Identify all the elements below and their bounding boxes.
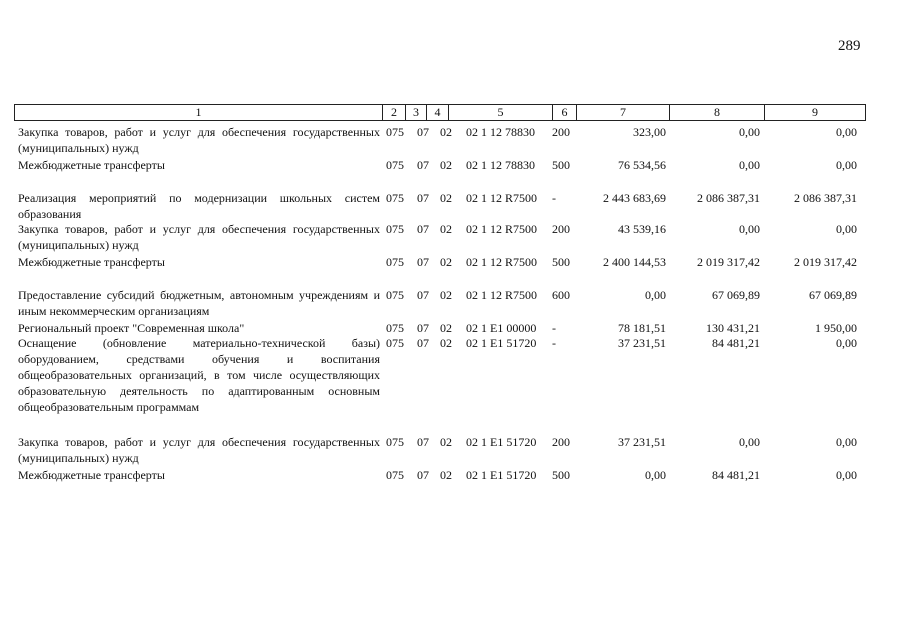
row-amount-col8: 2 019 317,42 [697,255,760,269]
row-code-expense: - [552,321,556,335]
row-description: Межбюджетные трансферты [18,255,165,269]
row-code-subsection: 02 [440,255,452,269]
row-code-subsection: 02 [440,321,452,335]
row-amount-col7: 78 181,51 [618,321,666,335]
row-amount-col8: 67 069,89 [712,288,760,302]
row-code-ministry: 075 [386,468,404,482]
row-code-expense: - [552,191,556,205]
row-description: Межбюджетные трансферты [18,468,165,482]
row-code-subsection: 02 [440,435,452,449]
row-code-target: 02 1 12 78830 [466,158,535,172]
row-amount-col9: 1 950,00 [815,321,857,335]
header-cell-9: 9 [764,105,865,120]
row-code-ministry: 075 [386,288,404,302]
row-code-target: 02 1 12 R7500 [466,255,538,269]
row-code-target: 02 1 12 78830 [466,125,535,139]
row-code-ministry: 075 [386,125,404,139]
header-cell-5: 5 [448,105,552,120]
row-amount-col8: 0,00 [739,125,760,139]
row-amount-col7: 0,00 [645,288,666,302]
row-amount-col9: 2 019 317,42 [794,255,857,269]
page-number: 289 [838,38,861,54]
row-code-subsection: 02 [440,468,452,482]
row-code-target: 02 1 E1 51720 [466,468,537,482]
header-cell-4: 4 [426,105,448,120]
row-amount-col7: 43 539,16 [618,222,666,236]
row-description: Реализация мероприятий по модернизации школьных систем образования [18,191,380,221]
header-cell-8: 8 [669,105,764,120]
row-code-ministry: 075 [386,435,404,449]
row-code-target: 02 1 E1 51720 [466,435,537,449]
row-amount-col9: 0,00 [836,336,857,350]
row-code-expense: 200 [552,435,570,449]
row-code-target: 02 1 12 R7500 [466,191,538,205]
row-code-section: 07 [417,468,429,482]
row-description: Оснащение (обновление материально-технической базы) оборудованием, средствами обучения и воспитания общеобразовательных организаций, в том числе осуществляющих образовательную деятельность по адаптированным основным общеобразовательным программам [18,336,380,414]
row-code-subsection: 02 [440,222,452,236]
header-cell-3: 3 [405,105,426,120]
row-code-ministry: 075 [386,222,404,236]
row-code-subsection: 02 [440,158,452,172]
row-code-ministry: 075 [386,191,404,205]
row-code-section: 07 [417,435,429,449]
row-description: Предоставление субсидий бюджетным, автономным учреждениям и иным некоммерческим организациям [18,288,380,318]
row-amount-col9: 0,00 [836,125,857,139]
row-amount-col9: 0,00 [836,158,857,172]
row-code-expense: - [552,336,556,350]
row-amount-col9: 2 086 387,31 [794,191,857,205]
row-code-target: 02 1 E1 00000 [466,321,537,335]
row-code-ministry: 075 [386,321,404,335]
row-amount-col8: 2 086 387,31 [697,191,760,205]
row-amount-col9: 0,00 [836,435,857,449]
header-cell-7: 7 [576,105,669,120]
table-header-row [14,104,866,121]
row-description: Закупка товаров, работ и услуг для обеспечения государственных (муниципальных) нужд [18,125,380,155]
row-description: Межбюджетные трансферты [18,158,165,172]
header-cell-6: 6 [552,105,576,120]
row-amount-col8: 84 481,21 [712,468,760,482]
row-code-section: 07 [417,158,429,172]
row-amount-col8: 0,00 [739,158,760,172]
row-code-target: 02 1 E1 51720 [466,336,537,350]
row-code-expense: 500 [552,468,570,482]
row-code-expense: 200 [552,125,570,139]
row-code-section: 07 [417,255,429,269]
row-code-section: 07 [417,222,429,236]
row-code-subsection: 02 [440,288,452,302]
header-cell-1: 1 [195,105,202,119]
row-code-target: 02 1 12 R7500 [466,288,538,302]
row-code-subsection: 02 [440,125,452,139]
row-code-section: 07 [417,288,429,302]
row-description: Региональный проект "Современная школа" [18,321,245,335]
header-cell-2: 2 [382,105,405,120]
row-amount-col7: 0,00 [645,468,666,482]
row-amount-col8: 84 481,21 [712,336,760,350]
row-amount-col7: 37 231,51 [618,336,666,350]
row-code-section: 07 [417,125,429,139]
row-code-ministry: 075 [386,255,404,269]
row-code-subsection: 02 [440,191,452,205]
row-amount-col7: 76 534,56 [618,158,666,172]
row-code-expense: 200 [552,222,570,236]
row-code-expense: 500 [552,158,570,172]
row-amount-col7: 2 443 683,69 [603,191,666,205]
row-amount-col8: 0,00 [739,435,760,449]
row-amount-col7: 37 231,51 [618,435,666,449]
row-amount-col8: 130 431,21 [706,321,760,335]
row-description: Закупка товаров, работ и услуг для обеспечения государственных (муниципальных) нужд [18,435,380,465]
row-description: Закупка товаров, работ и услуг для обеспечения государственных (муниципальных) нужд [18,222,380,252]
row-code-expense: 500 [552,255,570,269]
row-code-ministry: 075 [386,158,404,172]
row-amount-col9: 0,00 [836,468,857,482]
row-amount-col9: 67 069,89 [809,288,857,302]
row-code-expense: 600 [552,288,570,302]
row-code-target: 02 1 12 R7500 [466,222,538,236]
row-amount-col7: 323,00 [633,125,666,139]
row-code-section: 07 [417,336,429,350]
row-code-section: 07 [417,321,429,335]
row-amount-col7: 2 400 144,53 [603,255,666,269]
row-code-section: 07 [417,191,429,205]
row-code-ministry: 075 [386,336,404,350]
row-code-subsection: 02 [440,336,452,350]
row-amount-col8: 0,00 [739,222,760,236]
row-amount-col9: 0,00 [836,222,857,236]
